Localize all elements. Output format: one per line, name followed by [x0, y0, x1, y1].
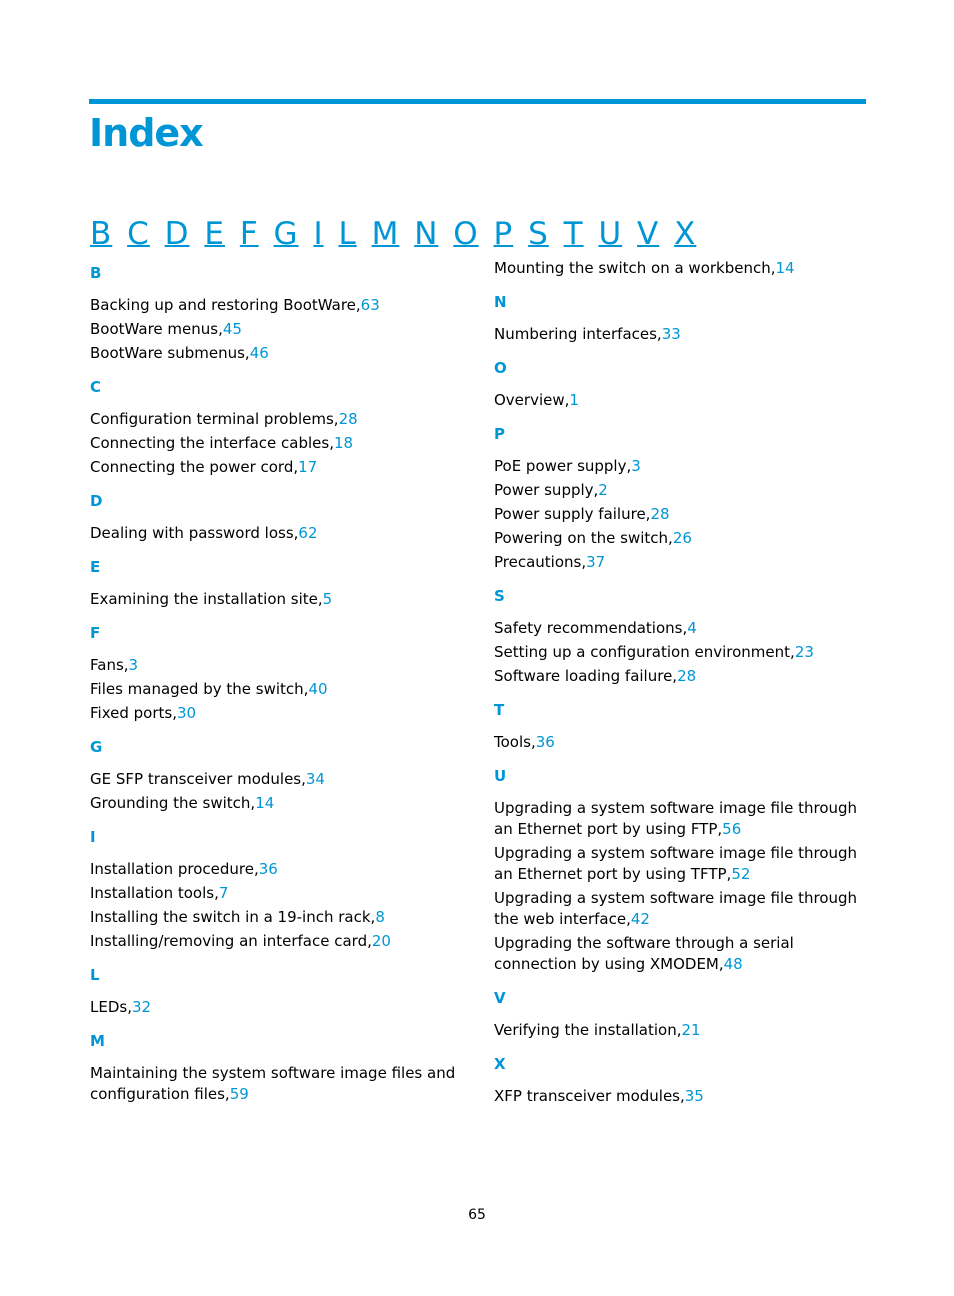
page-reference-link[interactable]: 42 — [630, 910, 650, 928]
index-entry — [494, 324, 866, 345]
page-reference-link[interactable]: 3 — [128, 656, 139, 674]
section-letter-heading: P — [494, 425, 505, 443]
page-reference-link[interactable]: 52 — [731, 865, 751, 883]
index-entry-text: BootWare menus, — [90, 320, 223, 338]
index-entry-text: Numbering interfaces, — [494, 325, 662, 343]
section-letter-heading: C — [90, 378, 102, 396]
index-entry — [90, 343, 462, 364]
page-reference-link[interactable]: 5 — [322, 590, 333, 608]
letter-navigation — [90, 214, 700, 254]
index-entry-text: Configuration terminal problems, — [90, 410, 339, 428]
index-entry-text: Connecting the interface cables, — [90, 434, 334, 452]
section-letter-heading: O — [494, 359, 507, 377]
index-entry — [90, 433, 462, 454]
index-entry — [494, 480, 866, 501]
index-entry-text: Installing the switch in a 19-inch rack, — [90, 908, 376, 926]
page-title: Index — [89, 111, 203, 155]
page-reference-link[interactable]: 7 — [218, 884, 229, 902]
index-entry — [90, 589, 462, 610]
section-letter-heading: T — [494, 701, 505, 719]
index-entry-text: Power supply failure, — [494, 505, 651, 523]
section-letter-heading: X — [494, 1055, 506, 1073]
index-entry — [494, 504, 866, 525]
index-entry-text: XFP transceiver modules, — [494, 1087, 685, 1105]
index-entry-text: Software loading failure, — [494, 667, 678, 685]
page-reference-link[interactable]: 3 — [631, 457, 641, 475]
page-reference-link[interactable]: 26 — [672, 529, 692, 547]
letter-link[interactable]: X — [674, 216, 697, 252]
index-entry-text: Installing/removing an interface card, — [90, 932, 372, 950]
index-left-column — [90, 263, 462, 1118]
index-entry — [90, 793, 462, 814]
letter-link[interactable]: V — [637, 216, 660, 252]
page-reference-link[interactable]: 46 — [249, 344, 269, 362]
section-letter-heading: S — [494, 587, 505, 605]
letter-link[interactable]: L — [338, 216, 357, 252]
index-entry-text: Grounding the switch, — [90, 794, 256, 812]
page-reference-link[interactable]: 36 — [535, 733, 555, 751]
page-reference-link[interactable]: 23 — [794, 643, 814, 661]
index-entry — [90, 997, 462, 1018]
section-letter-heading: L — [90, 966, 100, 984]
index-entry — [90, 679, 462, 700]
letter-link[interactable]: N — [414, 216, 439, 252]
index-entry — [90, 319, 462, 340]
index-entry — [494, 390, 866, 411]
index-entry — [494, 798, 866, 840]
section-letter-heading: B — [90, 264, 102, 282]
index-entry-text: Fans, — [90, 656, 129, 674]
index-entry-text: Precautions, — [494, 553, 587, 571]
index-entry-text: Installation procedure, — [90, 860, 259, 878]
index-entry-text: PoE power supply, — [494, 457, 632, 475]
index-entry-text: Backing up and restoring BootWare, — [90, 296, 361, 314]
index-entry — [494, 1086, 866, 1107]
index-entry — [494, 843, 866, 885]
letter-link[interactable]: D — [164, 216, 190, 252]
index-entry-text: Dealing with password loss, — [90, 524, 299, 542]
index-entry-text: Power supply, — [494, 481, 599, 499]
page-reference-link[interactable]: 45 — [222, 320, 242, 338]
title-rule — [89, 99, 866, 104]
index-entry-text: Files managed by the switch, — [90, 680, 309, 698]
index-entry — [494, 642, 866, 663]
index-entry — [90, 523, 462, 544]
letter-link[interactable]: F — [239, 216, 259, 252]
section-letter-heading: F — [90, 624, 101, 642]
page-reference-link[interactable]: 28 — [338, 410, 358, 428]
page-reference-link[interactable]: 59 — [229, 1085, 249, 1103]
index-entry — [90, 457, 462, 478]
page-reference-link[interactable]: 8 — [375, 908, 385, 926]
page-reference-link[interactable]: 30 — [176, 704, 197, 722]
index-entry — [494, 732, 866, 753]
page-reference-link[interactable]: 1 — [569, 391, 579, 409]
page-reference-link[interactable]: 4 — [687, 619, 697, 637]
index-entry-text: Upgrading the software through a serial connection by using XMODEM, — [494, 934, 794, 973]
letter-link[interactable]: M — [371, 216, 400, 252]
index-entry-text: Maintaining the system software image files and configuration files, — [90, 1064, 456, 1103]
index-entry — [90, 703, 462, 724]
section-letter-heading: U — [494, 767, 507, 785]
index-right-column — [494, 258, 866, 1120]
page-reference-link[interactable]: 34 — [305, 770, 325, 788]
letter-link[interactable]: P — [493, 216, 514, 252]
index-entry-text: Powering on the switch, — [494, 529, 673, 547]
index-entry — [90, 409, 462, 430]
index-entry — [494, 933, 866, 975]
index-entry-text: Connecting the power cord, — [90, 458, 299, 476]
index-entry-text: Examining the installation site, — [90, 590, 323, 608]
index-entry — [90, 859, 462, 880]
page-reference-link[interactable]: 32 — [131, 998, 152, 1016]
index-entry-text: Mounting the switch on a workbench, — [494, 259, 776, 277]
page-reference-link[interactable]: 17 — [298, 458, 318, 476]
index-entry-text: Verifying the installation, — [494, 1021, 682, 1039]
index-entry-text: Tools, — [494, 733, 536, 751]
page-reference-link[interactable]: 20 — [371, 932, 391, 950]
page-number: 65 — [468, 1207, 486, 1223]
index-entry-text: BootWare submenus, — [90, 344, 250, 362]
section-letter-heading: N — [494, 293, 507, 311]
index-entry — [90, 769, 462, 790]
index-entry-text: Upgrading a system software image file through the web interface, — [494, 889, 858, 928]
section-letter-heading: G — [90, 738, 103, 756]
section-letter-heading: I — [90, 828, 96, 846]
index-entry — [494, 456, 866, 477]
index-entry — [90, 1063, 462, 1105]
index-entry — [90, 655, 462, 676]
index-entry — [90, 295, 462, 316]
page-reference-link[interactable]: 33 — [661, 325, 681, 343]
letter-link[interactable]: U — [598, 216, 623, 252]
page-reference-link[interactable]: 48 — [723, 955, 743, 973]
index-entry-text: Overview, — [494, 391, 570, 409]
index-entry — [494, 258, 866, 279]
index-entry — [90, 883, 462, 904]
page-reference-link[interactable]: 40 — [308, 680, 328, 698]
page-reference-link[interactable]: 56 — [722, 820, 742, 838]
letter-link[interactable]: E — [204, 216, 225, 252]
index-entry-text: Upgrading a system software image file through an Ethernet port by using FTP, — [494, 799, 858, 838]
page-reference-link[interactable]: 21 — [681, 1021, 701, 1039]
page-reference-link[interactable]: 37 — [586, 553, 606, 571]
page-reference-link[interactable]: 62 — [298, 524, 318, 542]
letter-link[interactable]: O — [453, 216, 479, 252]
index-entry-text: Safety recommendations, — [494, 619, 688, 637]
page-reference-link[interactable]: 18 — [333, 434, 354, 452]
letter-link[interactable]: I — [313, 216, 324, 252]
page-reference-link[interactable]: 14 — [255, 794, 275, 812]
index-entry-text: Installation tools, — [90, 884, 219, 902]
page-reference-link[interactable]: 28 — [677, 667, 697, 685]
page-reference-link[interactable]: 63 — [360, 296, 380, 314]
page-reference-link[interactable]: 2 — [598, 481, 608, 499]
index-entry — [90, 907, 462, 928]
index-entry-text: Upgrading a system software image file through an Ethernet port by using TFTP, — [494, 844, 858, 883]
letter-link[interactable]: S — [528, 216, 549, 252]
index-entry — [90, 931, 462, 952]
section-letter-heading: V — [494, 989, 506, 1007]
section-letter-heading: D — [90, 492, 103, 510]
page-reference-link[interactable]: 28 — [650, 505, 670, 523]
index-entry — [494, 618, 866, 639]
page-reference-link[interactable]: 14 — [775, 259, 795, 277]
letter-link[interactable]: C — [127, 216, 150, 252]
page-reference-link[interactable]: 35 — [684, 1087, 704, 1105]
page-reference-link[interactable]: 36 — [258, 860, 278, 878]
index-entry — [494, 666, 866, 687]
letter-link[interactable]: B — [90, 216, 113, 252]
letter-link[interactable]: T — [563, 216, 584, 252]
letter-link[interactable]: G — [273, 216, 299, 252]
index-entry-text: LEDs, — [90, 998, 132, 1016]
index-entry — [494, 1020, 866, 1041]
index-entry-text: GE SFP transceiver modules, — [90, 770, 306, 788]
section-letter-heading: E — [90, 558, 101, 576]
section-letter-heading: M — [90, 1032, 105, 1050]
index-entry — [494, 552, 866, 573]
index-entry — [494, 528, 866, 549]
index-entry-text: Setting up a configuration environment, — [494, 643, 795, 661]
index-entry-text: Fixed ports, — [90, 704, 177, 722]
index-entry — [494, 888, 866, 930]
